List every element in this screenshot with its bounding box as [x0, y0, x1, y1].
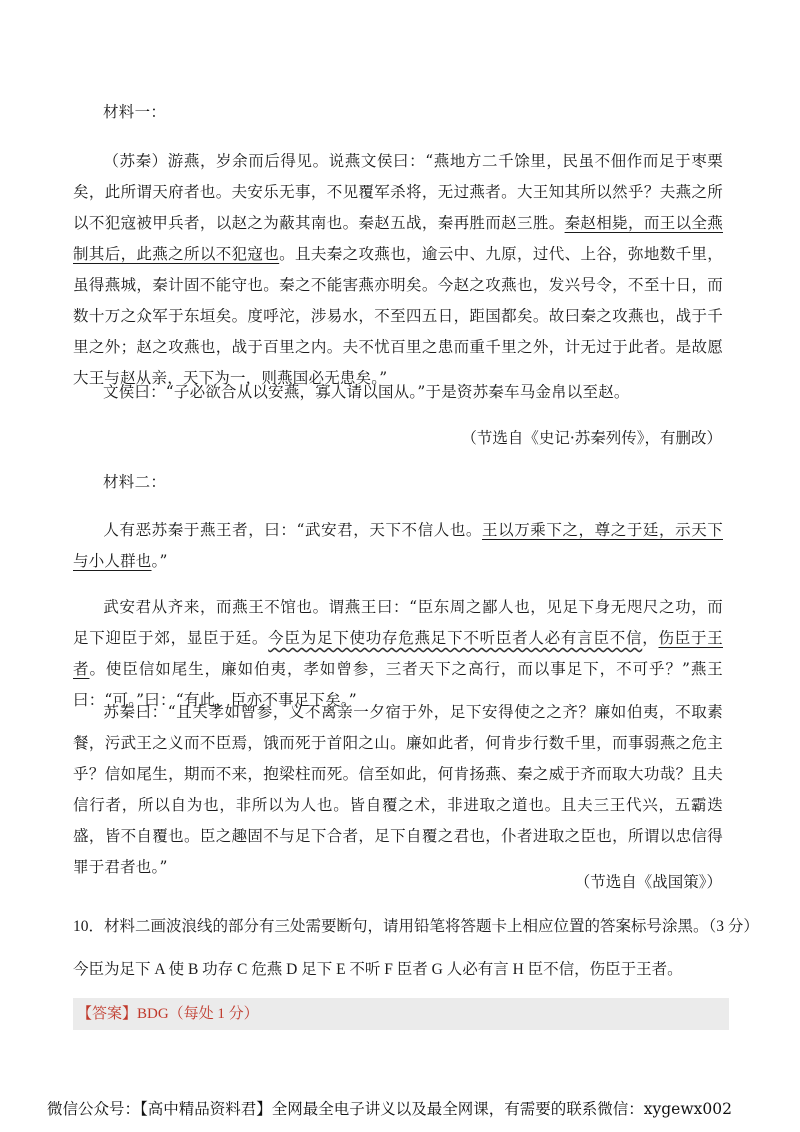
- underlined-sentence: 伤臣于王者: [73, 629, 723, 678]
- text-run: 。”: [151, 552, 168, 570]
- footer-note: 微信公众号：【高中精品资料君】全网最全电子讲义以及最全网课，有需要的联系微信：xygewx002: [47, 1100, 732, 1118]
- material1-paragraph-1: [73, 146, 723, 394]
- material1-paragraph-2: [73, 377, 723, 408]
- text-run: 。使臣信如尾生，廉如伯夷，孝如曾参，三者天下之高行，而以事足下，不可乎？”燕王曰：“可。”曰：“有此，臣亦不事足下矣。”: [73, 660, 724, 709]
- text-run: 武安君从齐来，而燕王不馆也。谓燕王曰：“臣东周之鄙人也，见足下身无咫尺之功，而足下迎臣于郊，显臣于廷。: [73, 598, 723, 647]
- text-run: 人有恶苏秦于燕王者，曰：“武安君，天下不信人也。: [103, 521, 483, 539]
- text-run: 苏秦曰：“且夫孝如曾参，义不离亲一夕宿于外，足下安得使之之齐？廉如伯夷，不取素餐，污武王之义而不臣焉，饿而死于首阳之山。廉如此者，何肯步行数千里，而事弱燕之危主乎？信如尾生，期而不来，抱梁柱而死。信至如此，何肯扬燕、秦之威于齐而取大功哉？且夫信行者，所以自为也，非所以为人也。皆自覆之术，非进取之道也。且夫三王代兴，五霸迭盛，皆不自覆也。臣之趣固不与足下合者，足下自覆之君也，仆者进取之臣也，所谓以忠信得罪于君者也。”: [73, 703, 723, 876]
- question-10: 10．材料二画波浪线的部分有三处需要断句，请用铅笔将答题卡上相应位置的答案标号涂黑。（3 分）: [73, 918, 759, 935]
- text-run: ，: [642, 629, 659, 647]
- text-run: 文侯曰：“子必欲合从以安燕，寡人请以国从。”于是资苏秦车马金帛以至赵。: [103, 383, 630, 401]
- text-run: 。且夫秦之攻燕也，逾云中、九原，过代、上谷，弥地数千里，虽得燕城，秦计固不能守也。秦之不能害燕亦明矣。今赵之攻燕也，发兴号令，不至十日，而数十万之众军于东垣矣。度呼沱，涉易水，不至四五日，距国都矣。故曰秦之攻燕也，战于千里之外；赵之攻燕也，战于百里之内。夫不忧百里之患而重千里之外，计无过于此者。是故愿大王与赵从亲，天下为一，则燕国必无患矣。”: [73, 245, 723, 387]
- underlined-sentence: 秦赵相毙，而王以全燕制其后，此燕之所以不犯寇也: [73, 214, 723, 263]
- wavy-underlined-sentence: 今臣为足下使功存危燕足下不听臣者人必有言臣不信: [268, 629, 643, 647]
- material1-heading: 材料一：: [103, 103, 167, 121]
- question-options-line: 今臣为足下 A 使 B 功存 C 危燕 D 足下 E 不听 F 臣者 G 人必有言 H 臣不信，伤臣于王者。: [73, 961, 683, 978]
- underlined-sentence: 王以万乘下之，尊之于廷，示天下与小人群也: [73, 521, 723, 570]
- material2-paragraph-1: [73, 515, 723, 577]
- text-run: （苏秦）游燕，岁余而后得见。说燕文侯曰：“燕地方二千馀里，民虽不佃作而足于枣栗矣，此所谓天府者也。夫安乐无事，不见覆军杀将，无过燕者。大王知其所以然乎？夫燕之所以不犯寇被甲兵者，以赵之为蔽其南也。秦赵五战，秦再胜而赵三胜。: [73, 152, 723, 232]
- material2-heading: 材料二：: [103, 473, 167, 491]
- material2-paragraph-3: [73, 697, 723, 883]
- material2-source: （节选自《战国策》）: [574, 873, 722, 891]
- material1-source: （节选自《史记·苏秦列传》，有删改）: [461, 429, 722, 447]
- answer-box: [73, 998, 729, 1030]
- answer-text: 【答案】BDG（每处 1 分）: [77, 1006, 259, 1022]
